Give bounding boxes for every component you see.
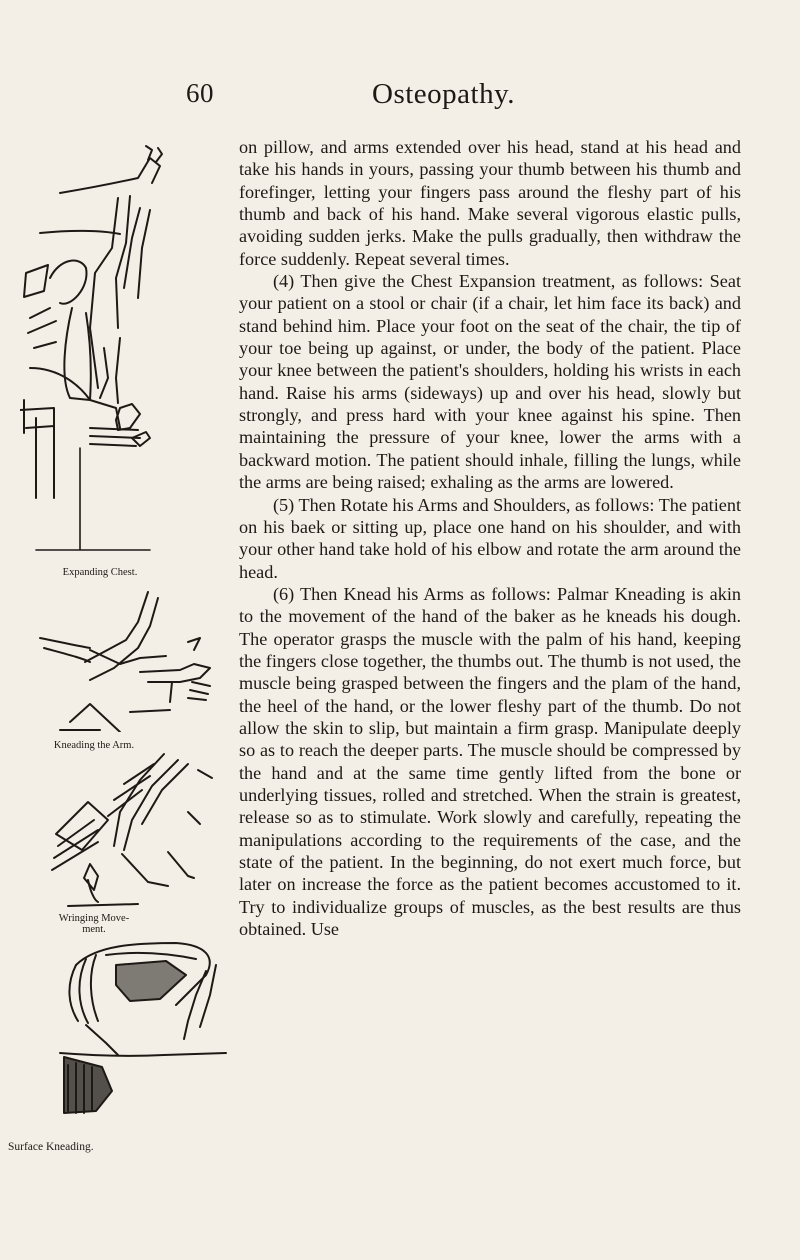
page-number: 60 <box>186 78 214 108</box>
surface-kneading-illustration <box>56 935 246 1125</box>
kneading-arm-illustration <box>30 582 230 732</box>
caption-wringing-movement-line2: ment. <box>82 924 106 935</box>
caption-kneading-arm: Kneading the Arm. <box>53 740 135 751</box>
figure-expanding-chest <box>20 138 180 558</box>
caption-surface-kneading: Surface Kneading. <box>8 1141 94 1153</box>
paragraph-knead-arms: (6) Then Knead his Arms as follows: Palmar Kneading is akin to the movement of the hand of the baker as he kneads his dough. The operator grasps the muscle with the palm of his hand, keeping the fingers close together, the thumbs out. The thumb is not used, the muscle being grasped between the fingers and the plam of the hand, the heel of the hand, or the lower fleshy part of the thumb. Do not allow the skin to slip, but maintain a firm grasp. Manipulate deeply so as to reach the deeper parts. The muscle should be compressed by the hand and at the same time gently lifted from the bone or underlying tissues, rolled and stretched. When the strain is greatest, release so as to stimulate. Work slowly and carefully, repeating the manipulations according to the requirements of the case, and the state of the patient. In the beginning, do not exert much force, but later on increase the force as the patient becomes accustomed to it. Try to individualize groups of muscles, as the best results are thus obtained. Use <box>239 583 741 940</box>
paragraph-chest-expansion: (4) Then give the Chest Expansion treatment, as follows: Seat your patient on a stool or chair (if a chair, let him face its back) and stand behind him. Place your foot on the seat of the chair, the tip of your toe being up against, or under, the body of the patient. Place your knee between the patient's shoulders, holding his wrists in each hand. Raise his arms (sideways) up and over his head, slowly but strongly, and press hard with your knee against his spine. Then maintaining the pressure of your knee, lower the arms with a backward motion. The patient should inhale, filling the lungs, while the arms are being raised; exhaling as the arms are lowered. <box>239 271 741 493</box>
expanding-chest-illustration <box>20 138 180 558</box>
wringing-movement-illustration <box>28 750 228 910</box>
figure-kneading-arm <box>30 582 230 732</box>
body-text <box>239 136 741 940</box>
page-header <box>0 78 800 118</box>
caption-expanding-chest: Expanding Chest. <box>62 567 138 578</box>
figure-wringing-movement <box>28 750 228 910</box>
caption-wringing-movement-line1: Wringing Move- <box>58 913 130 924</box>
paragraph-continuation: on pillow, and arms extended over his head, stand at his head and take his hands in yours, passing your thumb between his thumb and forefinger, letting your fingers pass around the fleshy part of his thumb and back of his hand. Make several vigorous elastic pulls, avoiding sudden jerks. Make the pulls gradually, then withdraw the force suddenly. Repeat several times. <box>239 137 741 269</box>
figure-surface-kneading <box>56 935 246 1125</box>
running-title: Osteopathy. <box>372 78 515 110</box>
paragraph-rotate-arms: (5) Then Rotate his Arms and Shoulders, as follows: The patient on his baek or sitting up, place one hand on his shoulder, and with your other hand take hold of his elbow and rotate the arm around the head. <box>239 494 741 582</box>
